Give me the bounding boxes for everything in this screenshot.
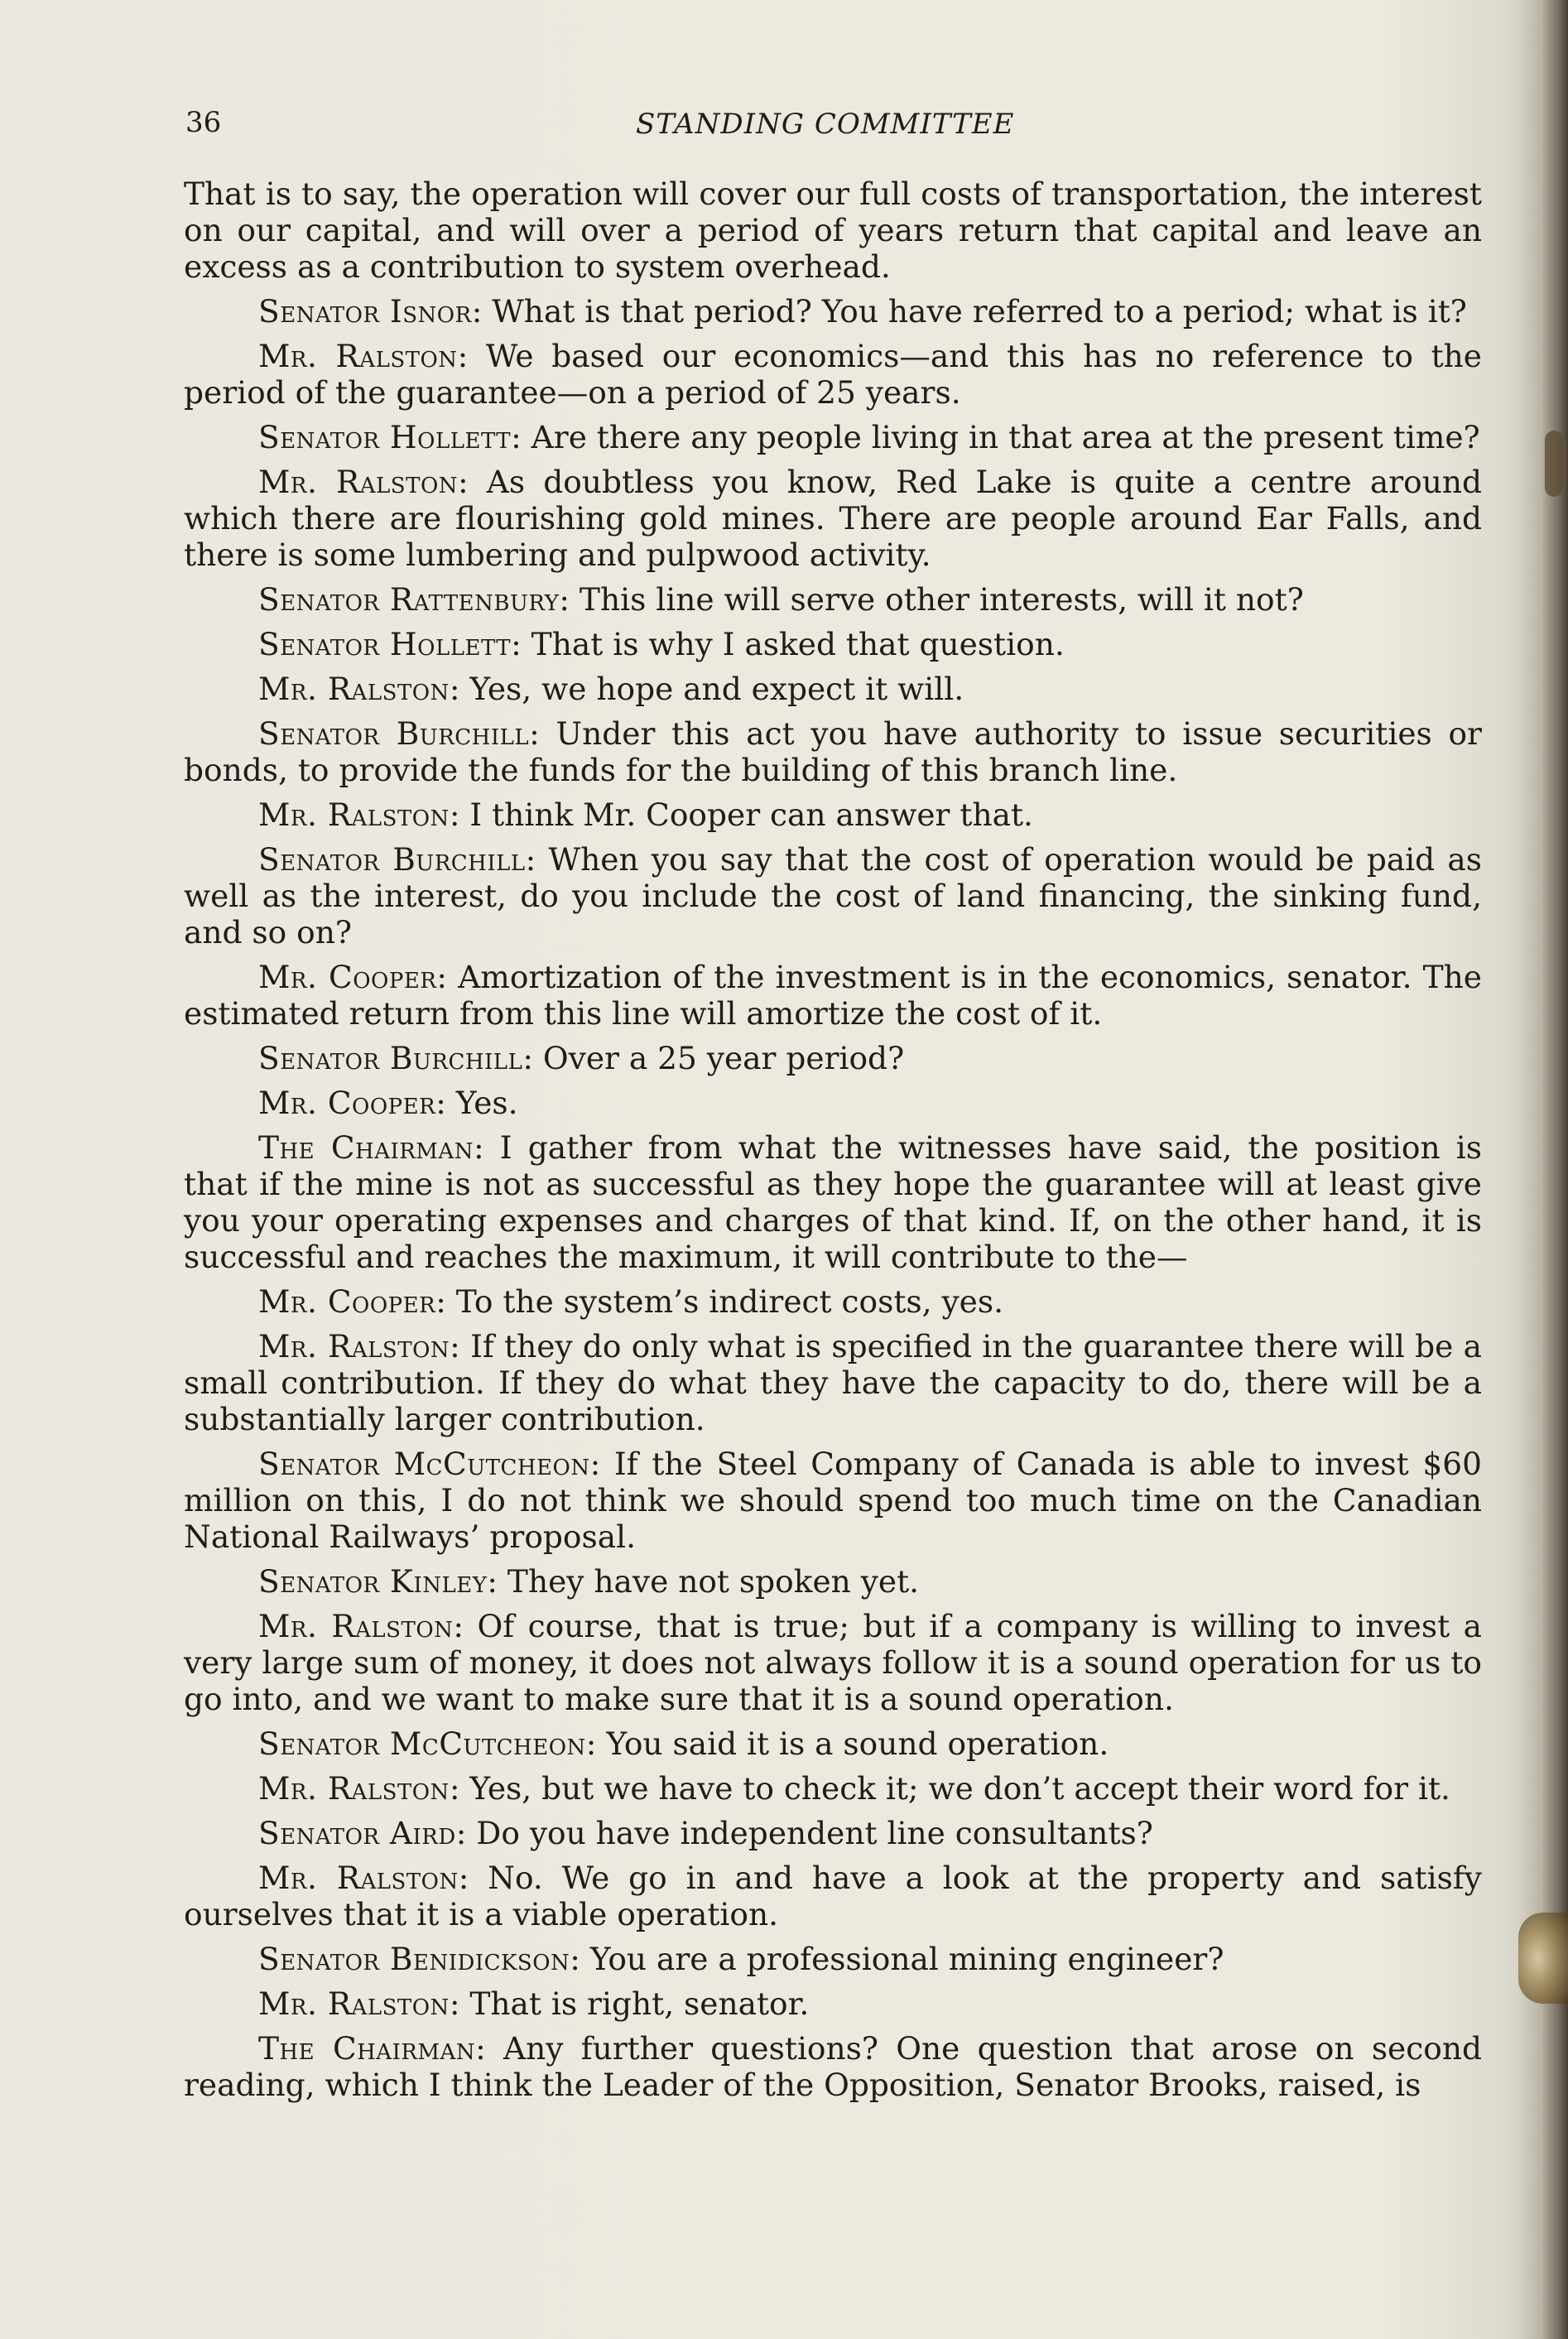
speaker-name: Senator McCutcheon — [258, 1725, 586, 1762]
speaker-colon: : — [522, 1040, 533, 1076]
speaker-colon: : — [585, 1725, 597, 1762]
speech-text: If they do only what is specified in the guarantee there will be a small contribution. If they do what they have the capacity to do, there will be a substantially larger contribution. — [184, 1328, 1482, 1437]
speech-text: Of course, that is true; but if a company is willing to invest a very large sum of money, it does not always follow it is a sound operation for us to go into, and we want to make sure that it is a sound operation. — [184, 1608, 1483, 1717]
transcript-paragraph — [184, 419, 1482, 455]
speaker-colon: : — [458, 464, 469, 500]
transcript-paragraph — [184, 626, 1482, 662]
transcript-paragraph — [184, 797, 1482, 833]
speaker-name: Mr. Ralston — [258, 1860, 459, 1896]
speaker-name: Senator Isnor — [258, 293, 472, 330]
speech-text: When you say that the cost of operation would be paid as well as the interest, do you include the cost of land financing, the sinking fund, and so on? — [184, 841, 1483, 951]
transcript-paragraph — [184, 1725, 1482, 1762]
speaker-name: Mr. Ralston — [258, 1608, 454, 1644]
speech-text: If the Steel Company of Canada is able to invest $60 million on this, I do not think we should spend too much time on the Canadian National Railways’ proposal. — [184, 1446, 1482, 1555]
transcript-paragraph — [184, 1608, 1482, 1717]
transcript-paragraph — [184, 464, 1482, 573]
speaker-name: Senator Burchill — [258, 715, 530, 752]
speaker-name: The Chairman — [258, 2030, 476, 2067]
speaker-colon: : — [475, 2030, 486, 2067]
speaker-name: Mr. Ralston — [258, 1985, 450, 2022]
transcript-paragraph — [184, 581, 1482, 618]
transcript-paragraph — [184, 2030, 1482, 2103]
binder-clip-bottom — [1518, 1913, 1568, 2004]
speaker-colon: : — [449, 797, 460, 833]
speech-text: That is why I asked that question. — [521, 626, 1065, 662]
speech-text: Amortization of the investment is in the economics, senator. The estimated return from this line will amortize the cost of it. — [184, 959, 1483, 1032]
speaker-name: Senator Burchill — [258, 1040, 523, 1076]
speaker-colon: : — [511, 419, 522, 455]
speech-text: Any further questions? One question that arose on second reading, which I think the Leader of the Opposition, Senator Brooks, raised, is — [184, 2030, 1482, 2103]
speaker-colon: : — [436, 959, 448, 995]
speech-text: What is that period? You have referred to a period; what is it? — [482, 293, 1467, 330]
speaker-colon: : — [450, 1328, 460, 1364]
speaker-colon: : — [511, 626, 522, 662]
speaker-name: Senator Aird — [258, 1815, 456, 1851]
speech-text: They have not spoken yet. — [498, 1563, 920, 1600]
speaker-name: The Chairman — [258, 1129, 474, 1166]
speech-text: Do you have independent line consultants? — [466, 1815, 1153, 1851]
transcript-paragraph — [184, 1446, 1482, 1555]
speaker-name: Mr. Cooper — [258, 959, 437, 995]
speaker-colon: : — [529, 715, 540, 752]
speech-text: You said it is a sound operation. — [596, 1725, 1109, 1762]
speaker-name: Senator Kinley — [258, 1563, 488, 1600]
speaker-name: Senator Hollett — [258, 419, 512, 455]
speaker-colon: : — [559, 581, 570, 618]
transcript-paragraph — [184, 176, 1482, 285]
transcript-paragraph — [184, 959, 1482, 1032]
speech-text: To the system’s indirect costs, yes. — [445, 1283, 1004, 1320]
speaker-name: Senator McCutcheon — [258, 1446, 590, 1482]
speaker-name: Mr. Ralston — [258, 671, 450, 707]
transcript-paragraph — [184, 1860, 1482, 1932]
speaker-name: Senator Benidickson — [258, 1941, 570, 1977]
speaker-colon: : — [525, 841, 536, 878]
speech-text: Are there any people living in that area at the present time? — [521, 419, 1480, 455]
speaker-colon: : — [589, 1446, 601, 1482]
speaker-colon: : — [435, 1283, 446, 1320]
speech-text: This line will serve other interests, will it not? — [570, 581, 1304, 618]
page-header — [185, 106, 1477, 147]
transcript-paragraph — [184, 1129, 1482, 1275]
transcript-paragraph — [184, 1040, 1482, 1076]
speaker-name: Mr. Ralston — [258, 1328, 450, 1364]
transcript-paragraph — [184, 1563, 1482, 1600]
transcript-paragraph — [184, 1085, 1482, 1121]
speaker-name: Senator Hollett — [258, 626, 512, 662]
speech-text: You are a professional mining engineer? — [580, 1941, 1224, 1977]
speaker-colon: : — [449, 671, 460, 707]
speaker-colon: : — [458, 1860, 469, 1896]
speaker-colon: : — [473, 1129, 484, 1166]
speech-text: Yes, we hope and expect it will. — [459, 671, 964, 707]
transcript-paragraph — [184, 293, 1482, 330]
speaker-colon: : — [457, 338, 469, 374]
speaker-name: Mr. Ralston — [258, 797, 450, 833]
speech-text: Under this act you have authority to issue securities or bonds, to provide the funds for the building of this branch line. — [184, 715, 1482, 788]
transcript-paragraph — [184, 1283, 1482, 1320]
speaker-name: Mr. Cooper — [258, 1283, 436, 1320]
speaker-name: Mr. Ralston — [258, 1770, 450, 1807]
speaker-colon: : — [487, 1563, 498, 1600]
binder-clip-top — [1545, 431, 1563, 497]
transcript-paragraph — [184, 1985, 1482, 2022]
speech-text: That is right, senator. — [459, 1985, 810, 2022]
running-title: STANDING COMMITTEE — [636, 108, 1015, 141]
speaker-name: Senator Burchill — [258, 841, 526, 878]
speech-text: We based our economics—and this has no reference to the period of the guarantee—on a period of 25 years. — [184, 338, 1482, 411]
transcript-paragraph — [184, 1941, 1482, 1977]
speaker-colon: : — [471, 293, 483, 330]
speaker-colon: : — [435, 1085, 446, 1121]
speech-text: As doubtless you know, Red Lake is quite a centre around which there are flourishing gold mines. There are people around Ear Falls, and there is some lumbering and pulpwood activity. — [184, 464, 1483, 573]
speaker-colon: : — [570, 1941, 580, 1977]
speaker-name: Mr. Ralston — [258, 338, 458, 374]
speaker-name: Mr. Cooper — [258, 1085, 436, 1121]
speech-text: Yes, but we have to check it; we don’t accept their word for it. — [459, 1770, 1450, 1807]
transcript-paragraph — [184, 338, 1482, 411]
speaker-colon: : — [453, 1608, 464, 1644]
speaker-name: Senator Rattenbury — [258, 581, 560, 618]
transcript-paragraph — [184, 1770, 1482, 1807]
speaker-colon: : — [455, 1815, 467, 1851]
speaker-colon: : — [449, 1770, 460, 1807]
speaker-colon: : — [449, 1985, 460, 2022]
transcript-paragraph — [184, 841, 1482, 951]
speech-text: I gather from what the witnesses have said, the position is that if the mine is not as successful as they hope the guarantee will at least give you your operating expenses and charges of that kind. If, on the other hand, it is successful and reaches the maximum, it will contribute to the— — [184, 1129, 1482, 1275]
page-number: 36 — [185, 106, 222, 139]
transcript-body — [184, 176, 1482, 2111]
speech-text: That is to say, the operation will cover our full costs of transportation, the interest on our capital, and will over a period of years return that capital and leave an excess as a contribution to system overhead. — [184, 176, 1482, 285]
transcript-paragraph — [184, 671, 1482, 707]
transcript-paragraph — [184, 1328, 1482, 1437]
speech-text: I think Mr. Cooper can answer that. — [459, 797, 1033, 833]
speech-text: No. We go in and have a look at the property and satisfy ourselves that it is a viable operation. — [184, 1860, 1482, 1932]
speech-text: Yes. — [445, 1085, 518, 1121]
speaker-name: Mr. Ralston — [258, 464, 459, 500]
transcript-paragraph — [184, 1815, 1482, 1851]
transcript-paragraph — [184, 715, 1482, 788]
speech-text: Over a 25 year period? — [532, 1040, 905, 1076]
